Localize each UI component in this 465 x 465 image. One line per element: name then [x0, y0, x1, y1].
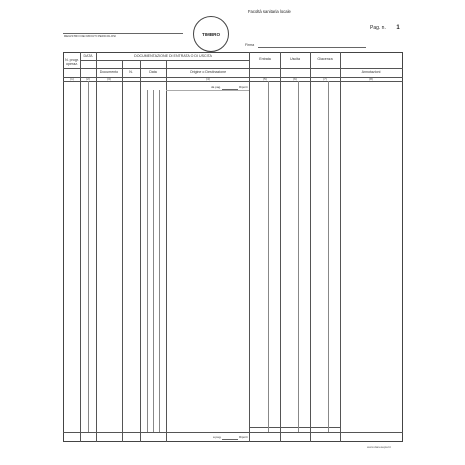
col-origine-header: Origine o Destinazione: [189, 70, 227, 74]
footer-site: www.danesepiel.it: [367, 445, 392, 449]
code-2: (2): [86, 77, 90, 81]
totals-top-line: [250, 427, 340, 428]
org-label: Facoltà sanitaria locale: [248, 9, 291, 14]
col-divider-giacenza: [340, 52, 341, 442]
subdiv-uscita: [298, 81, 299, 432]
signature-label: Firma: [245, 43, 255, 47]
col-data-header: DATA: [83, 54, 93, 58]
subdiv-num: [88, 81, 89, 432]
carry-in-label: da pag.: [211, 85, 222, 89]
subdiv-date-a: [147, 90, 148, 432]
col-divider-data2: [166, 60, 167, 442]
code-1: (1): [70, 77, 74, 81]
col-divider-uscita: [310, 52, 311, 442]
carry-out-page-field[interactable]: [222, 439, 238, 440]
col-divider-data: [96, 52, 97, 442]
col-giacenza-header: Giacenza: [317, 57, 333, 61]
col-divider-entrata: [280, 52, 281, 442]
col-annotazioni-header: Annotazioni: [361, 70, 381, 74]
carry-out-suffix: Riporti: [239, 435, 248, 439]
left-caption: REGISTRO DEI RIFIUTI PERICOLOSI: [64, 34, 117, 38]
carry-out-label: a pag.: [213, 435, 222, 439]
doc-group-header: DOCUMENTAZIONE DI ENTRATA O DI USCITA: [134, 54, 212, 58]
register-table: [63, 52, 403, 442]
codes-bottom-line: [63, 81, 403, 82]
signature-line[interactable]: [258, 47, 366, 48]
stamp-label: TIMBRO: [201, 31, 221, 37]
col-divider-origine: [249, 52, 250, 442]
col-uscita-header: Uscita: [290, 57, 300, 61]
col-n-header: N.: [129, 70, 133, 74]
code-3: (3): [107, 77, 111, 81]
code-6: (6): [293, 77, 297, 81]
col-divider-documento: [122, 60, 123, 442]
col-data2-header: Data: [149, 70, 157, 74]
col-entrata-header: Entrata: [259, 57, 271, 61]
code-4: (4): [206, 77, 210, 81]
code-5: (5): [263, 77, 267, 81]
stamp-circle: [193, 16, 229, 52]
header-mid-line: [63, 68, 403, 69]
code-8: (8): [369, 77, 373, 81]
header-bottom-line: [63, 77, 403, 78]
totals-line: [63, 432, 403, 433]
page-label: Pag. n.: [370, 25, 386, 31]
subdiv-date-c: [159, 90, 160, 432]
subdiv-date-b: [153, 90, 154, 432]
header-split-line: [80, 60, 249, 61]
carry-in-rule: [166, 90, 249, 91]
page-indicator: [370, 16, 400, 34]
subdiv-entrata: [268, 81, 269, 432]
col-divider-num: [80, 52, 81, 442]
col-divider-n: [140, 60, 141, 442]
carry-in-suffix: Riporti: [239, 85, 248, 89]
col-num-header: N. progr. operaz.: [65, 58, 79, 67]
code-7: (7): [323, 77, 327, 81]
page-number: 1: [396, 25, 400, 31]
col-documento-header: Documento: [99, 70, 119, 74]
subdiv-giacenza: [328, 81, 329, 432]
